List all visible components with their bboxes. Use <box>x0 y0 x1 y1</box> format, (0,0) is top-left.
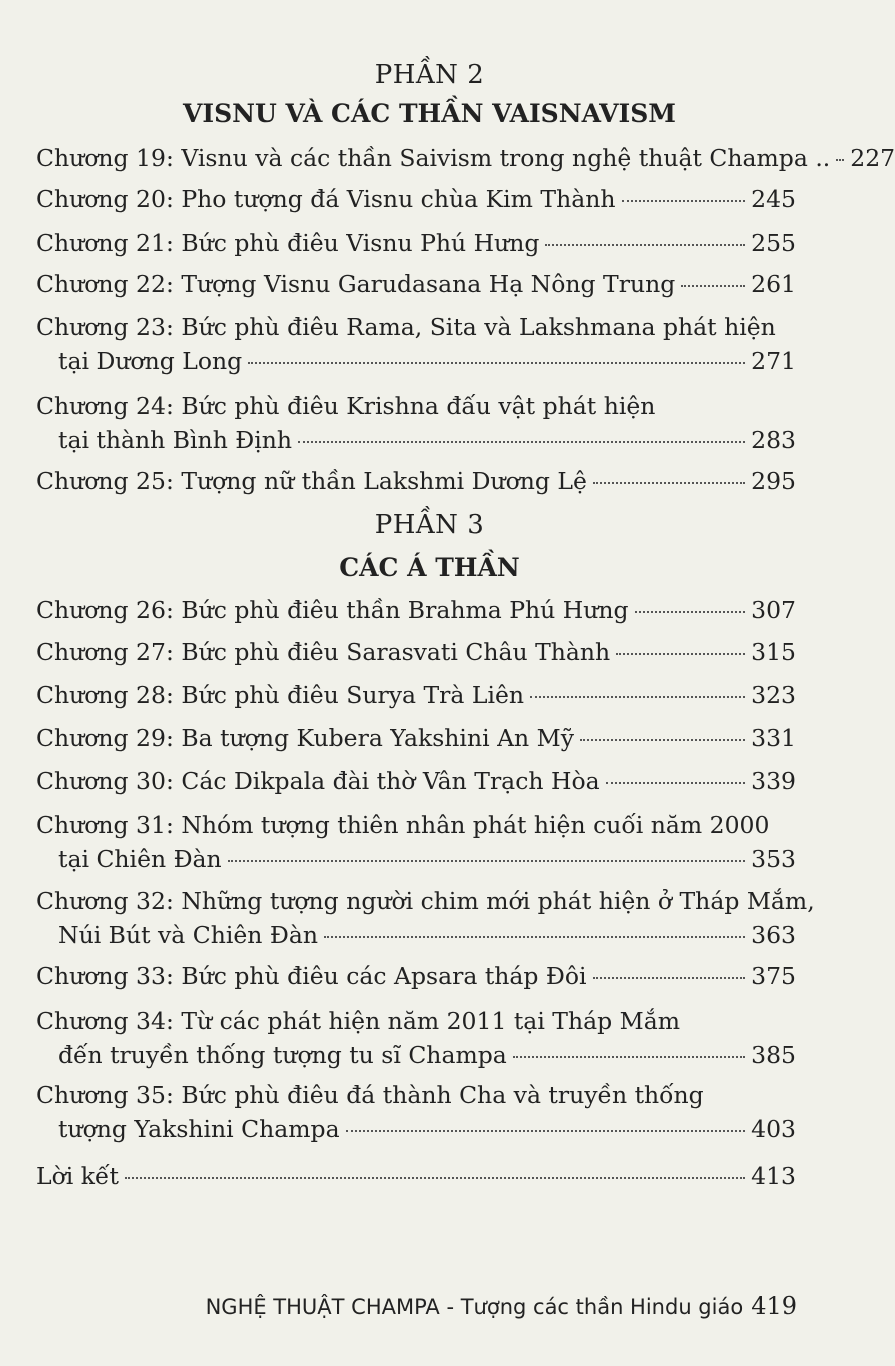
toc-entry[interactable] <box>36 467 796 501</box>
toc-entry-title: Chương 24: Bức phù điêu Krishna đấu vật phát hiện <box>36 392 656 420</box>
dot-leader <box>125 1177 745 1179</box>
dot-leader <box>346 1130 746 1132</box>
dot-leader <box>635 611 746 613</box>
toc-entry-page: 363 <box>751 921 796 949</box>
footer-title: NGHỆ THUẬT CHAMPA - Tượng các thần Hindu giáo <box>205 1295 744 1319</box>
toc-entry-page: 245 <box>751 185 796 213</box>
dot-leader <box>622 200 746 202</box>
toc-entry-page: 227 <box>850 144 895 172</box>
dot-leader <box>530 696 745 698</box>
toc-entry-title: Chương 19: Visnu và các thần Saivism trong nghệ thuật Champa .. <box>36 144 831 172</box>
dot-leader <box>298 441 745 443</box>
dot-leader <box>545 244 745 246</box>
toc-entry[interactable] <box>36 596 796 630</box>
toc-entry-title: Chương 34: Từ các phát hiện năm 2011 tại Tháp Mắm <box>36 1007 680 1035</box>
toc-entry[interactable] <box>36 638 796 672</box>
dot-leader <box>513 1056 745 1058</box>
toc-entry-title: Chương 29: Ba tượng Kubera Yakshini An Mỹ <box>36 724 574 752</box>
dot-leader <box>616 653 745 655</box>
toc-entry[interactable] <box>36 681 796 715</box>
toc-entry[interactable] <box>36 392 796 460</box>
toc-entry-page: 331 <box>751 724 796 752</box>
dot-leader <box>836 159 844 161</box>
closing-page: 413 <box>751 1162 796 1190</box>
closing-entry[interactable] <box>36 1162 796 1196</box>
part2-title: VISNU VÀ CÁC THẦN VAISNAVISM <box>183 99 676 128</box>
toc-entry[interactable] <box>36 1007 796 1075</box>
toc-entry-title: Chương 28: Bức phù điêu Surya Trà Liên <box>36 681 525 709</box>
toc-entry-page: 283 <box>751 426 796 454</box>
toc-entry-title: Chương 31: Nhóm tượng thiên nhân phát hiện cuối năm 2000 <box>36 811 770 839</box>
toc-entry-title: Chương 27: Bức phù điêu Sarasvati Châu Thành <box>36 638 611 666</box>
toc-entry[interactable] <box>36 1081 796 1149</box>
part3-title: CÁC Á THẦN <box>339 553 520 582</box>
dot-leader <box>580 739 745 741</box>
toc-entry-title: Chương 21: Bức phù điêu Visnu Phú Hưng <box>36 229 540 257</box>
toc-entry[interactable] <box>36 887 815 955</box>
toc-entry[interactable] <box>36 270 796 304</box>
toc-entry-page: 315 <box>751 638 796 666</box>
toc-entry-title: Chương 23: Bức phù điêu Rama, Sita và Lakshmana phát hiện <box>36 313 776 341</box>
toc-entry-title: đến truyền thống tượng tu sĩ Champa <box>58 1041 507 1069</box>
closing-label: Lời kết <box>36 1162 119 1190</box>
toc-entry[interactable] <box>36 767 796 801</box>
toc-entry-page: 271 <box>751 347 796 375</box>
dot-leader <box>681 285 745 287</box>
toc-entry-page: 295 <box>751 467 796 495</box>
dot-leader <box>248 362 745 364</box>
toc-entry-title: Chương 30: Các Dikpala đài thờ Vân Trạch Hòa <box>36 767 600 795</box>
toc-entry-title: Chương 32: Những tượng người chim mới phát hiện ở Tháp Mắm, <box>36 887 815 915</box>
dot-leader <box>593 482 745 484</box>
toc-entry-page: 375 <box>751 962 796 990</box>
toc-entry-title: tại thành Bình Định <box>58 426 293 454</box>
part3-label: PHẦN 3 <box>374 510 485 540</box>
toc-entry-title: Chương 20: Pho tượng đá Visnu chùa Kim Thành <box>36 185 616 213</box>
footer-page-number: 419 <box>751 1292 797 1320</box>
toc-entry-page: 403 <box>751 1115 796 1143</box>
toc-entry[interactable] <box>36 185 796 219</box>
dot-leader <box>228 860 745 862</box>
dot-leader <box>606 782 746 784</box>
toc-entry[interactable] <box>36 313 796 381</box>
toc-entry[interactable] <box>36 724 796 758</box>
dot-leader <box>324 936 745 938</box>
toc-entry-page: 385 <box>751 1041 796 1069</box>
toc-entry-title: Chương 25: Tượng nữ thần Lakshmi Dương Lệ <box>36 467 587 495</box>
toc-entry[interactable] <box>36 811 796 879</box>
toc-entry-page: 261 <box>751 270 796 298</box>
toc-entry[interactable] <box>36 229 796 263</box>
toc-entry-title: tại Chiên Đàn <box>58 845 222 873</box>
toc-entry-page: 323 <box>751 681 796 709</box>
dot-leader <box>593 977 746 979</box>
toc-entry[interactable] <box>36 962 796 996</box>
toc-entry-title: Chương 35: Bức phù điêu đá thành Cha và truyền thống <box>36 1081 704 1109</box>
toc-entry-title: Chương 33: Bức phù điêu các Apsara tháp Đôi <box>36 962 587 990</box>
running-footer <box>206 1292 797 1320</box>
toc-entry-page: 353 <box>751 845 796 873</box>
toc-entry-title: Chương 22: Tượng Visnu Garudasana Hạ Nông Trung <box>36 270 676 298</box>
toc-entry-page: 307 <box>751 596 796 624</box>
toc-entry-title: tại Dương Long <box>58 347 243 375</box>
toc-entry-page: 339 <box>751 767 796 795</box>
toc-entry-title: tượng Yakshini Champa <box>58 1115 340 1143</box>
toc-entry[interactable] <box>36 144 895 178</box>
part2-label: PHẦN 2 <box>374 60 485 90</box>
toc-entry-page: 255 <box>751 229 796 257</box>
toc-entry-title: Chương 26: Bức phù điêu thần Brahma Phú Hưng <box>36 596 629 624</box>
toc-entry-title: Núi Bút và Chiên Đàn <box>58 921 319 949</box>
